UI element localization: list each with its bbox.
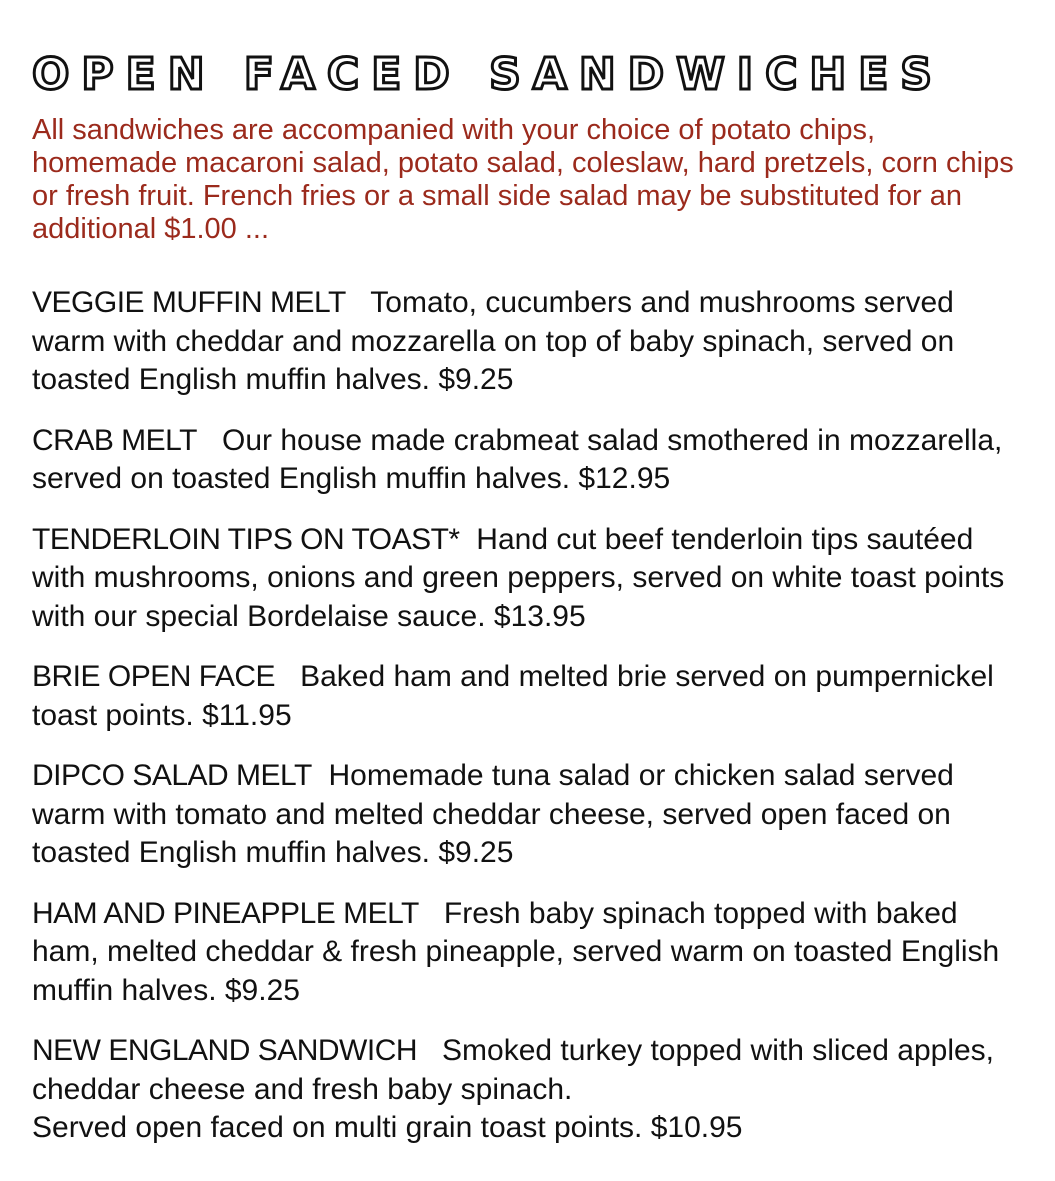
menu-item-name: VEGGIE MUFFIN MELT xyxy=(32,286,346,319)
menu-item-new-england-sandwich xyxy=(32,1032,1022,1148)
menu-item-name: BRIE OPEN FACE xyxy=(32,660,276,693)
menu-item-veggie-muffin-melt xyxy=(32,284,1022,400)
menu-page xyxy=(32,50,1022,1170)
menu-item-description: Hand cut beef tenderloin tips sautéed with mushrooms, onions and green peppers, served on white toast points with our special Bordelaise sauce. $13.95 xyxy=(32,522,1005,633)
menu-item-name: NEW ENGLAND SANDWICH xyxy=(32,1034,418,1067)
menu-item-description: Homemade tuna salad or chicken salad served warm with tomato and melted cheddar cheese, served open faced on toasted English muffin halves. $9.25 xyxy=(32,759,954,869)
menu-item-name: TENDERLOIN TIPS ON TOAST* xyxy=(32,522,460,556)
menu-item-description: Baked ham and melted brie served on pumpernickel toast points. $11.95 xyxy=(32,660,994,732)
menu-item-name: DIPCO SALAD MELT xyxy=(32,759,312,792)
menu-items xyxy=(32,284,1022,1148)
menu-item-name: HAM AND PINEAPPLE MELT xyxy=(32,896,419,930)
menu-item-crab-melt xyxy=(32,422,1022,499)
menu-item-description: Our house made crabmeat salad smothered in mozzarella, served on toasted English muffin halves. $12.95 xyxy=(32,423,1003,495)
menu-intro: All sandwiches are accompanied with your choice of potato chips, homemade macaroni salad, potato salad, coleslaw, hard pretzels, corn chips or fresh fruit. French fries or a small side salad may be substituted for an additional $1.00 ... xyxy=(32,114,1014,245)
menu-item-tenderloin-tips xyxy=(32,521,1022,637)
menu-item-description: Smoked turkey topped with sliced apples, cheddar cheese and fresh baby spinach. Served open faced on multi grain toast points. $10.95 xyxy=(32,1034,995,1144)
menu-title: OPEN FACED SANDWICHES xyxy=(32,49,944,100)
menu-item-ham-pineapple-melt xyxy=(32,895,1022,1011)
menu-item-name: CRAB MELT xyxy=(32,423,197,457)
menu-item-brie-open-face xyxy=(32,658,1022,735)
menu-item-description: Fresh baby spinach topped with baked ham, melted cheddar & fresh pineapple, served warm on toasted English muffin halves. $9.25 xyxy=(32,896,1000,1007)
menu-item-description: Tomato, cucumbers and mushrooms served warm with cheddar and mozzarella on top of baby spinach, served on toasted English muffin halves. $9.25 xyxy=(32,286,955,396)
menu-item-dipco-salad-melt xyxy=(32,757,1022,873)
